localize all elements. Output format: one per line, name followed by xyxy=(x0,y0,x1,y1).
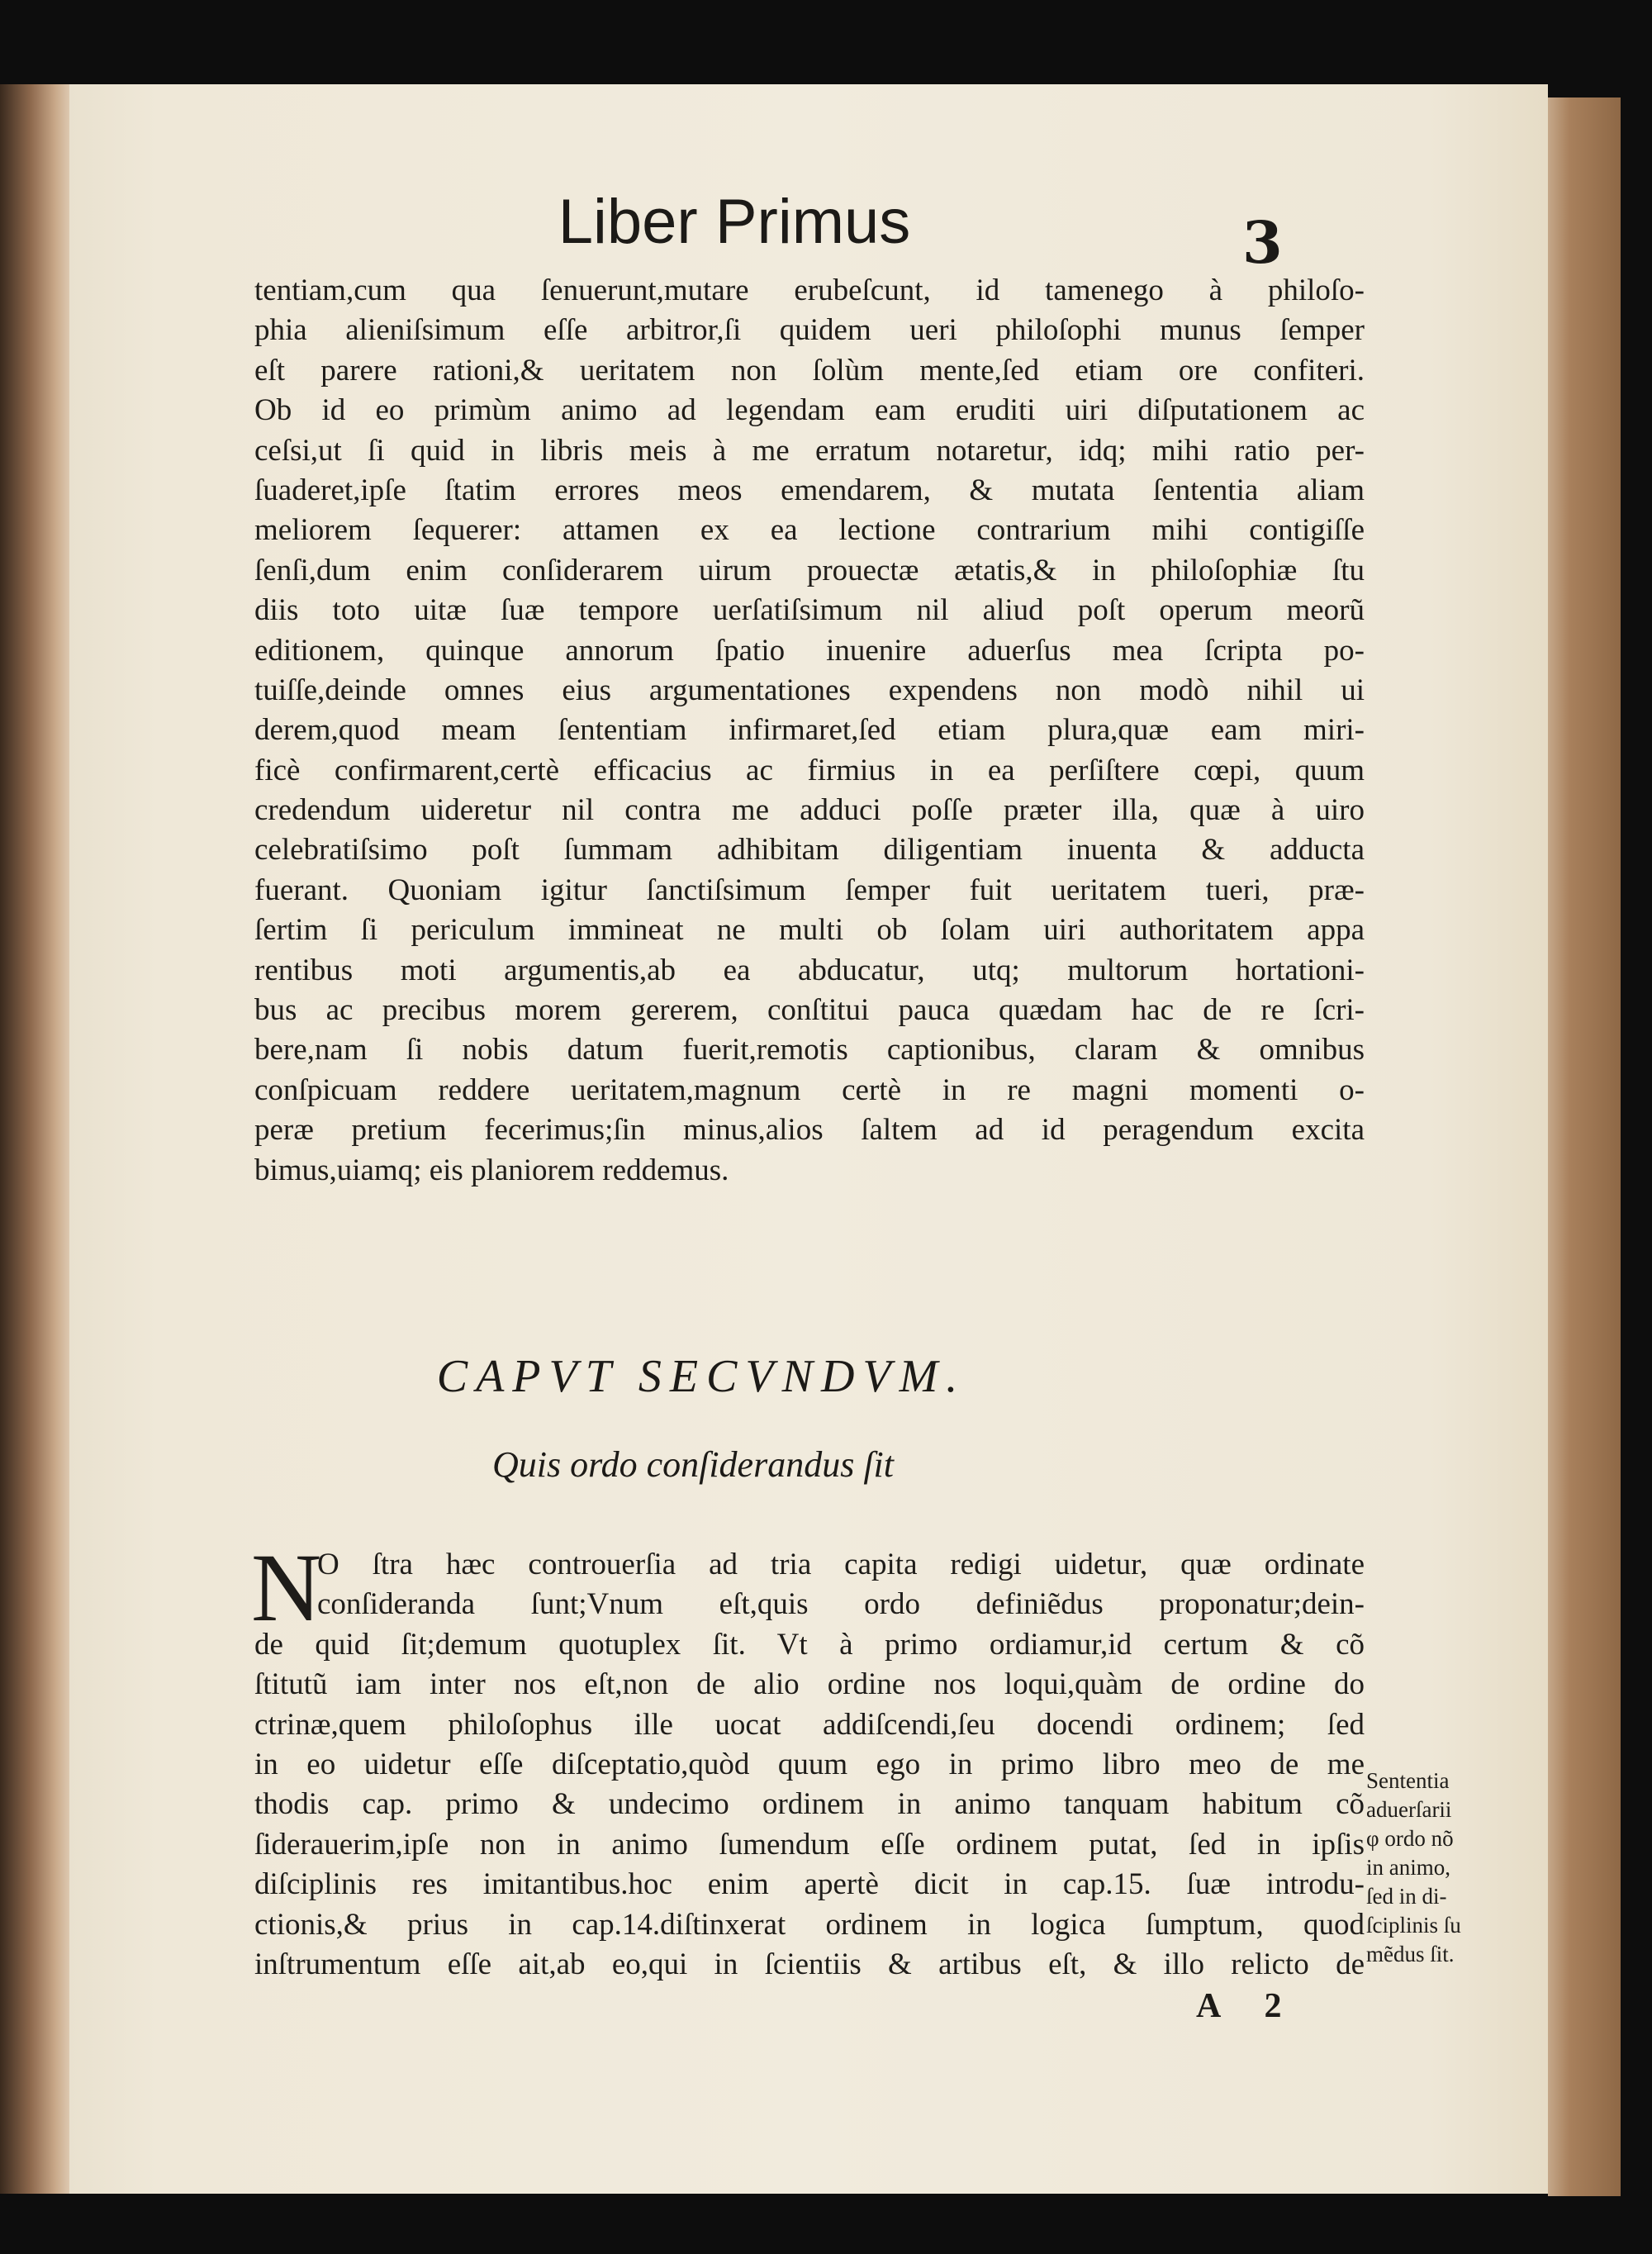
text-line: ctrinæ,quem philoſophus ille uocat addiſcendi,ſeu docendi ordinem; ſed xyxy=(254,1707,1365,1742)
text-line: peræ pretium fecerimus;ſin minus,alios ſaltem ad id peragendum excita xyxy=(254,1113,1365,1148)
marginal-note-line: φ ordo nõ xyxy=(1366,1826,1454,1851)
chapter-title: CAPVT SECVNDVM. xyxy=(436,1351,966,1402)
left-page-edge xyxy=(0,84,69,2194)
signature-mark: A 2 xyxy=(1196,1987,1300,2025)
text-line: ſtitutũ iam inter nos eſt,non de alio ordine nos loqui,quàm de ordine do xyxy=(254,1667,1365,1702)
text-line: ſuaderet,ipſe ſtatim errores meos emendarem, & mutata ſententia aliam xyxy=(254,473,1365,507)
chapter-subtitle: Quis ordo conſiderandus ſit xyxy=(491,1444,895,1485)
text-line: O ſtra hæc controuerſia ad tria capita redigi uidetur, quæ ordinate xyxy=(317,1548,1365,1581)
marginal-note xyxy=(1366,1767,1507,1969)
section-paragraph xyxy=(254,1545,1365,1985)
text-line: credendum uideretur nil contra me adduci poſſe præter illa, quæ à uiro xyxy=(254,793,1365,828)
running-title: Liber Primus xyxy=(558,187,911,257)
text-line: rentibus moti argumentis,ab ea abducatur, utq; multorum hortationi- xyxy=(254,953,1365,987)
text-line: conſpicuam reddere ueritatem,magnum certè in re magni momenti o- xyxy=(254,1072,1365,1107)
text-line: tuiſſe,deinde omnes eius argumentationes expendens non modò nihil ui xyxy=(254,673,1365,707)
text-line: diſciplinis res imitantibus.hoc enim apertè dicit in cap.15. ſuæ introdu- xyxy=(254,1867,1365,1902)
text-line: eſt parere rationi,& ueritatem non ſolùm mente,ſed etiam ore confiteri. xyxy=(254,353,1365,388)
text-line: tentiam,cum qua ſenuerunt,mutare erubeſcunt, id tamenego à philoſo- xyxy=(254,273,1365,307)
text-line: diis toto uitæ ſuæ tempore uerſatiſsimum nil aliud poſt operum meorũ xyxy=(254,593,1365,628)
marginal-note-line: ſciplinis ſu xyxy=(1366,1913,1461,1938)
marginal-note-line: ſed in di- xyxy=(1366,1884,1447,1909)
body-paragraph xyxy=(254,271,1365,1191)
text-line: thodis cap. primo & undecimo ordinem in animo tanquam habitum cõ xyxy=(254,1787,1365,1822)
marginal-note-line: in animo, xyxy=(1366,1855,1450,1880)
text-line: Ob id eo primùm animo ad legendam eam eruditi uiri diſputationem ac xyxy=(254,393,1365,428)
text-line: ctionis,& prius in cap.14.diſtinxerat ordinem in logica ſumptum, quod xyxy=(254,1907,1365,1942)
text-line: inſtrumentum eſſe ait,ab eo,qui in ſcientiis & artibus eſt, & illo relicto de xyxy=(254,1947,1365,1981)
text-line: bimus,uiamq; eis planiorem reddemus. xyxy=(254,1153,729,1187)
book-page xyxy=(69,84,1548,2194)
text-line: meliorem ſequerer: attamen ex ea lectione contrarium mihi contigiſſe xyxy=(254,513,1365,548)
text-line: phia alieniſsimum eſſe arbitror,ſi quidem ueri philoſophi munus ſemper xyxy=(254,313,1365,348)
text-line: editionem, quinque annorum ſpatio inuenire aduerſus mea ſcripta po- xyxy=(254,633,1365,668)
drop-capital: N xyxy=(251,1534,322,1642)
page-number: 3 xyxy=(1242,208,1283,277)
text-line: fuerant. Quoniam igitur ſanctiſsimum ſemper fuit ueritatem tueri, præ- xyxy=(254,873,1365,907)
text-line: ſertim ſi periculum immineat ne multi ob ſolam uiri authoritatem appa xyxy=(254,913,1365,948)
text-line: in eo uidetur eſſe diſceptatio,quòd quum ego in primo libro meo de me xyxy=(254,1747,1365,1781)
right-book-edge xyxy=(1548,97,1621,2196)
text-line: conſideranda ſunt;Vnum eſt,quis ordo definiẽdus proponatur;dein- xyxy=(317,1587,1365,1622)
text-line: ficè confirmarent,certè efficacius ac firmius in ea perſiſtere cœpi, quum xyxy=(254,753,1365,787)
text-line: ceſsi,ut ſi quid in libris meis à me erratum notaretur, idq; mihi ratio per- xyxy=(254,433,1365,468)
text-line: de quid ſit;demum quotuplex ſit. Vt à primo ordiamur,id certum & cõ xyxy=(254,1627,1365,1662)
text-line: ſiderauerim,ipſe non in animo ſumendum eſſe ordinem putat, ſed in ipſis xyxy=(254,1827,1365,1862)
marginal-note-line: Sententia xyxy=(1366,1768,1450,1793)
text-line: bus ac precibus morem gererem, conſtitui pauca quædam hac de re ſcri- xyxy=(254,993,1365,1028)
text-line: celebratiſsimo poſt ſummam adhibitam diligentiam inuenta & adducta xyxy=(254,833,1365,868)
marginal-note-line: mẽdus ſit. xyxy=(1366,1942,1455,1966)
marginal-note-line: aduerſarii xyxy=(1366,1797,1452,1822)
text-line: derem,quod meam ſententiam infirmaret,ſed etiam plura,quæ eam miri- xyxy=(254,713,1365,748)
text-line: ſenſi,dum enim conſiderarem uirum prouectæ ætatis,& in philoſophiæ ſtu xyxy=(254,553,1365,587)
text-line: bere,nam ſi nobis datum fuerit,remotis captionibus, claram & omnibus xyxy=(254,1033,1365,1068)
